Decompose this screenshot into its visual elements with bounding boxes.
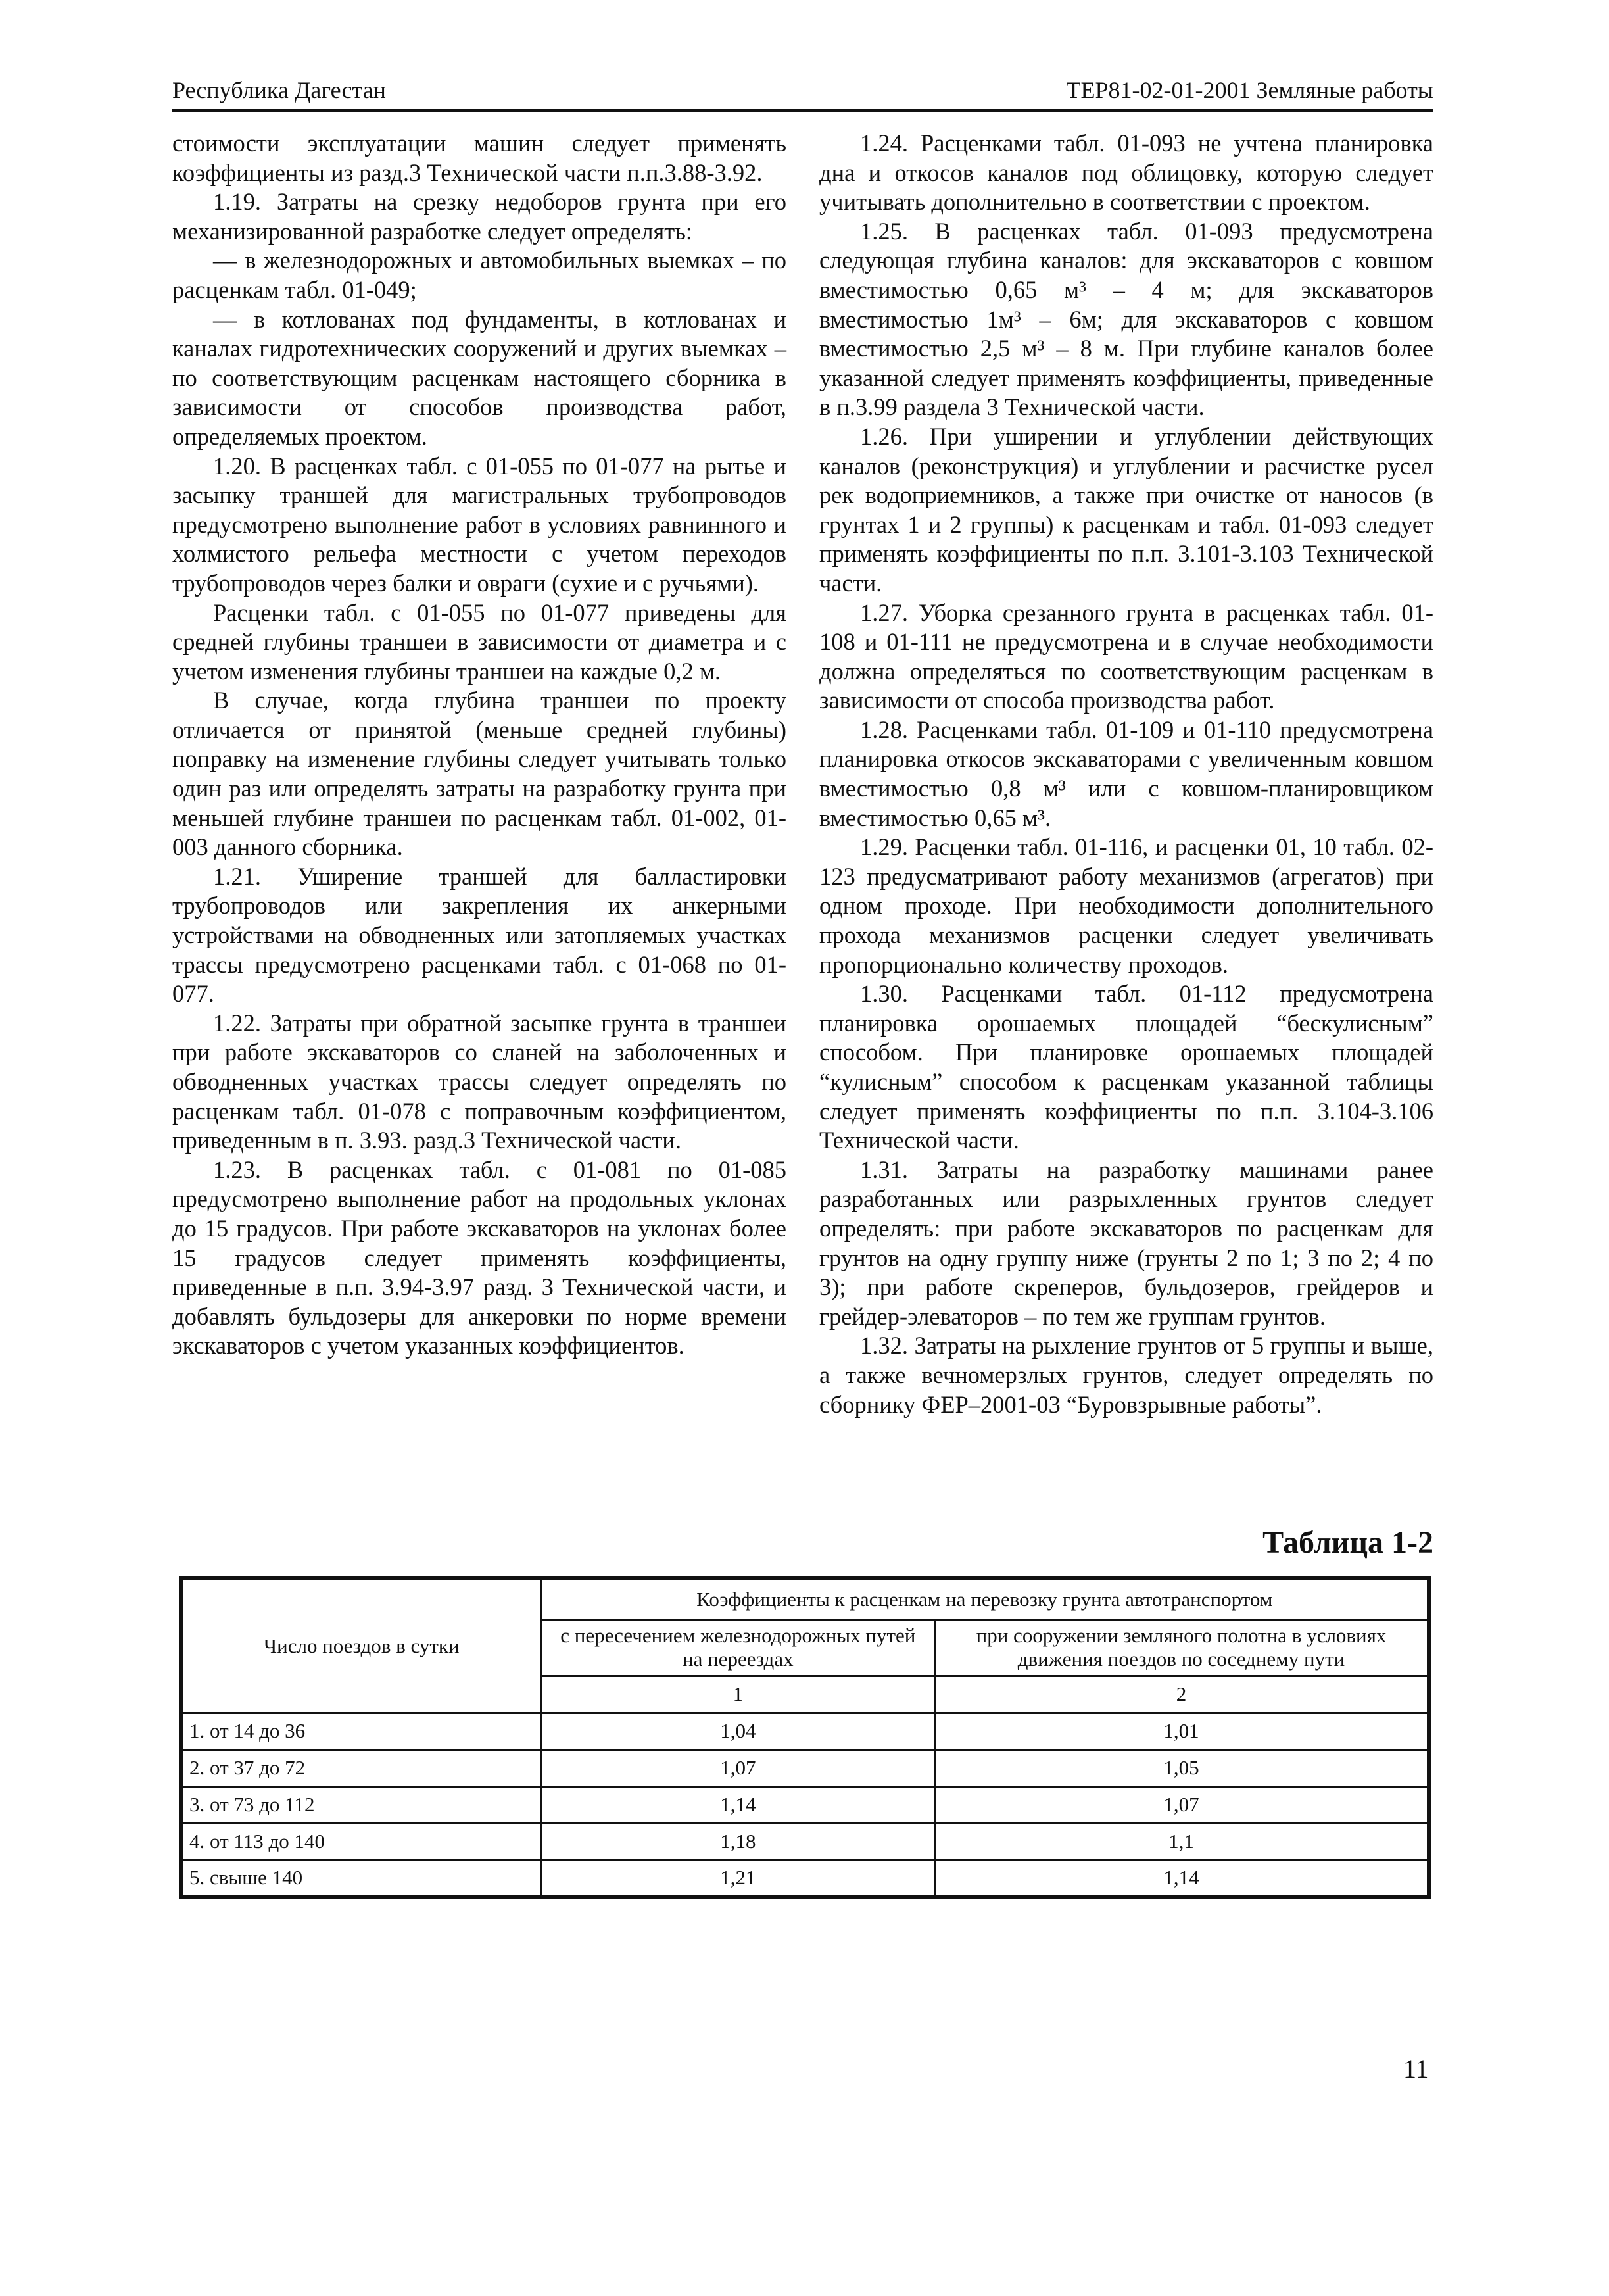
left-text-column [172,129,786,1361]
table-subheader-adjacent-track: при сооружении земляного полотна в условиях движения поездов по соседнему пути [935,1619,1429,1676]
table-row [181,1749,1429,1786]
header-region: Республика Дагестан [172,77,386,103]
cell-value: 1,05 [935,1749,1429,1786]
cell-value: 1,21 [541,1860,934,1897]
paragraph: 1.20. В расценках табл. с 01-055 по 01-077 на рытье и засыпку траншей для магистральных трубопроводов предусмотрено выполнение работ в условиях равнинного и холмистого рельефа местности с учетом переходов трубопроводов через балки и овраги (сухие и с ручьями). [172,452,786,597]
table-subheader-crossings: с пересечением железнодорожных путей на переездах [541,1619,934,1676]
paragraph: 1.25. В расценках табл. 01-093 предусмотрена следующая глубина каналов: для экскаваторов с ковшом вместимостью 0,65 м³ – 4 м; для экскаваторов вместимостью 1м³ – 6м; для экскаваторов с ковшом вместимостью 2,5 м³ – 8 м. При глубине каналов более указанной следует применять коэффициенты, приведенные в п.3.99 раздела 3 Технической части. [819,217,1433,421]
cell-value: 1,07 [541,1749,934,1786]
paragraph: 1.29. Расценки табл. 01-116, и расценки 01, 10 табл. 02-123 предусматривают работу механизмов (агрегатов) при одном проходе. При необходимости дополнительного прохода механизмов расценки следует увеличивать пропорционально количеству проходов. [819,833,1433,978]
table-row [181,1786,1429,1823]
paragraph: — в котлованах под фундаменты, в котлованах и каналах гидротехнических сооружений и других выемках – по соответствующим расценкам настоящего сборника в зависимости от способов производства работ, определяемых проектом. [172,305,786,450]
paragraph: 1.32. Затраты на рыхление грунтов от 5 группы и выше, а также вечномерзлых грунтов, следует определять по сборнику ФЕР–2001-03 “Буровзрывные работы”. [819,1332,1433,1418]
table-column-number: 1 [541,1676,934,1713]
paragraph: 1.21. Уширение траншей для балластировки трубопроводов или закрепления их анкерными устройствами на обводненных или затопляемых участках трассы предусмотрено расценками табл. с 01-068 по 01-077. [172,862,786,1008]
page-number: 11 [1403,2054,1429,2084]
page-header [172,71,1433,112]
row-label: 1. от 14 до 36 [181,1713,541,1749]
cell-value: 1,18 [541,1823,934,1860]
paragraph: 1.30. Расценками табл. 01-112 предусмотрена планировка орошаемых площадей “бескулисным” способом. При планировке орошаемых площадей “кулисным” способом к расценкам указанной таблицы следует применять коэффициенты по п.п. 3.104-3.106 Технической части. [819,980,1433,1154]
paragraph: 1.26. При уширении и углублении действующих каналов (реконструкция) и углублении и расчистке русел рек водоприемников, а также при очистке от наносов (в грунтах 1 и 2 группы) к расценкам и табл. 01-093 следует применять коэффициенты по п.п. 3.101-3.103 Технической части. [819,422,1433,597]
row-label: 5. свыше 140 [181,1860,541,1897]
paragraph: В случае, когда глубина траншеи по проекту отличается от принятой (меньше средней глубины) поправку на изменение глубины следует учитывать только один раз или определять затраты на разработку грунта при меньшей глубине траншеи по расценкам табл. 01-002, 01-003 данного сборника. [172,687,786,861]
cell-value: 1,01 [935,1713,1429,1749]
table-caption: Таблица 1-2 [1262,1525,1433,1560]
row-label: 4. от 113 до 140 [181,1823,541,1860]
paragraph: 1.22. Затраты при обратной засыпке грунта в траншеи при работе экскаваторов со сланей на заболоченных и обводненных участках трассы следует определять по расценкам табл. 01-078 с поправочным коэффициентом, приведенным в п. 3.93. разд.3 Технической части. [172,1009,786,1154]
table-header-coefficients: Коэффициенты к расценкам на перевозку грунта автотранспортом [541,1578,1429,1619]
row-label: 3. от 73 до 112 [181,1786,541,1823]
paragraph: — в железнодорожных и автомобильных выемках – по расценкам табл. 01-049; [172,247,786,303]
paragraph: 1.28. Расценками табл. 01-109 и 01-110 предусмотрена планировка откосов экскаваторами с увеличенным ковшом вместимостью 0,8 м³ или с ковшом-планировщиком вместимостью 0,65 м³. [819,716,1433,831]
cell-value: 1,14 [541,1786,934,1823]
cell-value: 1,07 [935,1786,1429,1823]
table-row [181,1823,1429,1860]
table-row [181,1713,1429,1749]
paragraph: 1.27. Уборка срезанного грунта в расценках табл. 01-108 и 01-111 не предусмотрена и в случае необходимости должна определяться по соответствующим расценкам в зависимости от способа производства работ. [819,598,1433,714]
row-label: 2. от 37 до 72 [181,1749,541,1786]
paragraph: 1.19. Затраты на срезку недоборов грунта при его механизированной разработке следует определять: [172,188,786,245]
cell-value: 1,04 [541,1713,934,1749]
coefficients-table [179,1576,1431,1899]
paragraph: 1.23. В расценках табл. с 01-081 по 01-085 предусмотрено выполнение работ на продольных уклонах до 15 градусов. При работе экскаваторов на уклонах более 15 градусов следует применять коэффициенты, приведенные в п.п. 3.94-3.97 разд. 3 Технической части, и добавлять бульдозеры для анкеровки по норме времени экскаваторов с учетом указанных коэффициентов. [172,1156,786,1359]
cell-value: 1,14 [935,1860,1429,1897]
table-header-trains: Число поездов в сутки [181,1578,541,1713]
paragraph: 1.31. Затраты на разработку машинами ранее разработанных или разрыхленных грунтов следует определять: при работе экскаваторов по расценкам для грунтов на одну группу ниже (грунты 2 по 1; 3 по 2; 4 по 3); при работе скреперов, бульдозеров, грейдеров и грейдер-элеваторов – по тем же группам грунтов. [819,1156,1433,1330]
paragraph: стоимости эксплуатации машин следует применять коэффициенты из разд.3 Технической части п.п.3.88-3.92. [172,130,786,186]
table-row [181,1860,1429,1897]
cell-value: 1,1 [935,1823,1429,1860]
paragraph: 1.24. Расценками табл. 01-093 не учтена планировка дна и откосов каналов под облицовку, которую следует учитывать дополнительно в соответствии с проектом. [819,130,1433,216]
paragraph: Расценки табл. с 01-055 по 01-077 приведены для средней глубины траншеи в зависимости от диаметра и с учетом изменения глубины траншеи на каждые 0,2 м. [172,598,786,685]
right-text-column [819,129,1433,1419]
table-column-number: 2 [935,1676,1429,1713]
header-document-code: ТЕР81-02-01-2001 Земляные работы [1066,77,1433,103]
